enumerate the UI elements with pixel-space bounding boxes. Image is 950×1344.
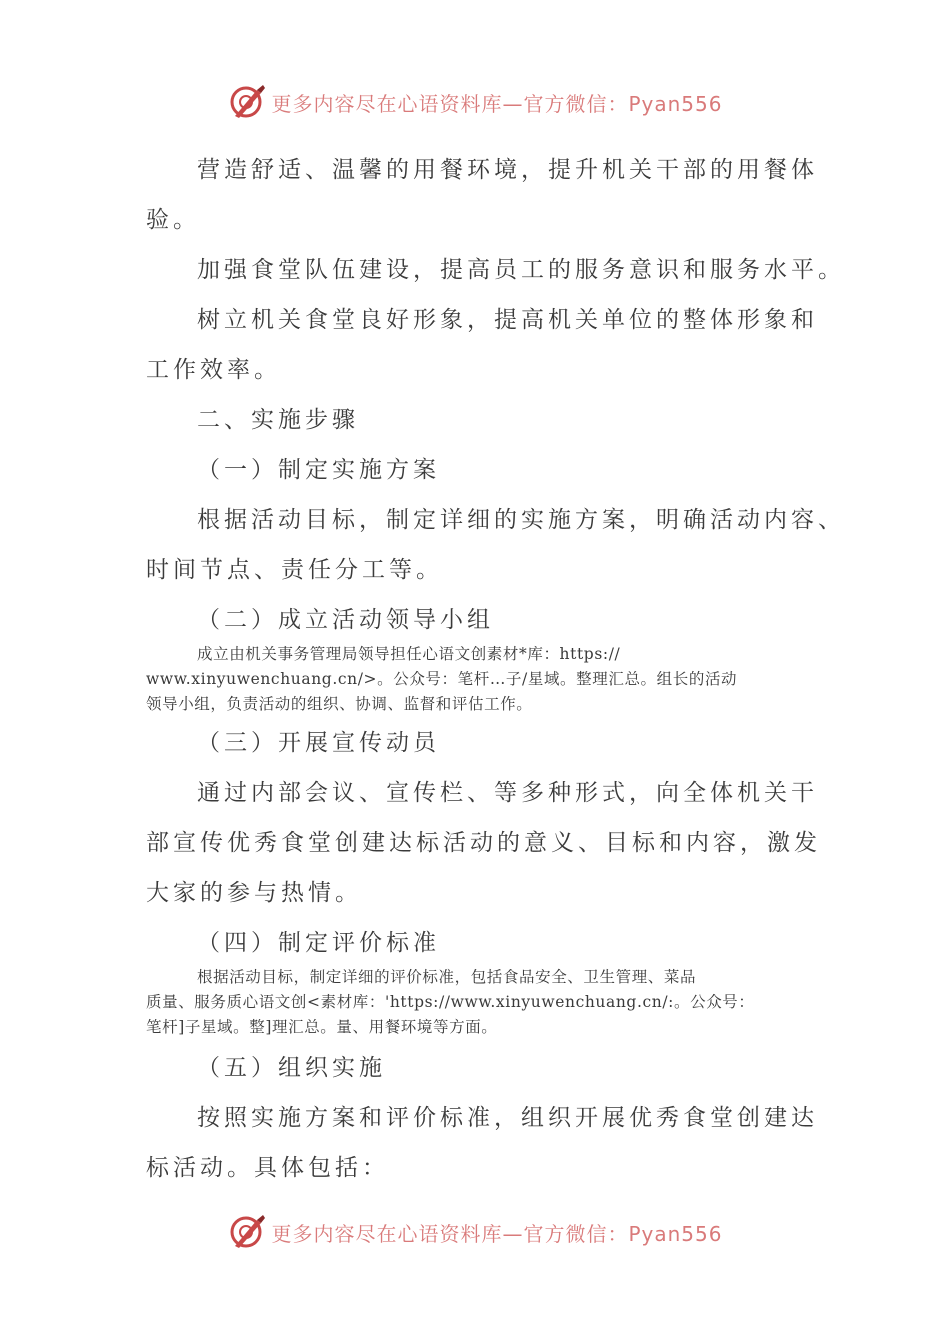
paragraph-line: 通过内部会议、宣传栏、等多种形式，向全体机关干	[197, 780, 818, 806]
subsection-heading: （一）制定实施方案	[197, 457, 440, 483]
paragraph-line: 树立机关食堂良好形象，提高机关单位的整体形象和	[197, 307, 818, 333]
small-paragraph-line: www.xinyuwenchuang.cn/>。公众号：笔杆…子/星域。整理汇总。组长的活动	[146, 670, 738, 688]
watermark-text: 更多内容尽在心语资料库—官方微信：Pyan556	[271, 1221, 723, 1246]
subsection-heading: （五）组织实施	[197, 1055, 386, 1081]
header-watermark-banner	[0, 80, 950, 124]
paragraph-line: 工作效率。	[146, 357, 281, 383]
pen-logo-icon	[227, 1212, 267, 1252]
paragraph-line: 按照实施方案和评价标准，组织开展优秀食堂创建达	[197, 1105, 818, 1131]
pen-logo-icon	[227, 82, 267, 122]
small-paragraph-line: 根据活动目标，制定详细的评价标准，包括食品安全、卫生管理、菜品	[197, 968, 697, 986]
small-paragraph-line: 成立由机关事务管理局领导担任心语文创素材*库：https://	[197, 645, 621, 663]
paragraph-line: 根据活动目标，制定详细的实施方案，明确活动内容、	[197, 507, 845, 533]
paragraph-line: 部宣传优秀食堂创建达标活动的意义、目标和内容，激发	[146, 830, 821, 856]
paragraph-line: 时间节点、责任分工等。	[146, 557, 443, 583]
small-paragraph-line: 领导小组，负责活动的组织、协调、监督和评估工作。	[146, 695, 533, 713]
paragraph-line: 标活动。具体包括：	[146, 1155, 389, 1181]
watermark-text: 更多内容尽在心语资料库—官方微信：Pyan556	[271, 91, 723, 116]
paragraph-line: 大家的参与热情。	[146, 880, 362, 906]
subsection-heading: （三）开展宣传动员	[197, 730, 440, 756]
paragraph-line: 加强食堂队伍建设，提高员工的服务意识和服务水平。	[197, 257, 845, 283]
small-paragraph-line: 笔杆]子星域。整]理汇总。量、用餐环境等方面。	[146, 1018, 498, 1036]
paragraph-line: 验。	[146, 207, 200, 233]
section-heading: 二、实施步骤	[197, 407, 359, 433]
subsection-heading: （二）成立活动领导小组	[197, 607, 494, 633]
footer-watermark-banner	[0, 1210, 950, 1254]
small-paragraph-line: 质量、服务质心语文创<素材库：'https://www.xinyuwenchuang.cn/:。公众号：	[146, 993, 755, 1011]
subsection-heading: （四）制定评价标准	[197, 930, 440, 956]
paragraph-line: 营造舒适、温馨的用餐环境，提升机关干部的用餐体	[197, 157, 818, 183]
